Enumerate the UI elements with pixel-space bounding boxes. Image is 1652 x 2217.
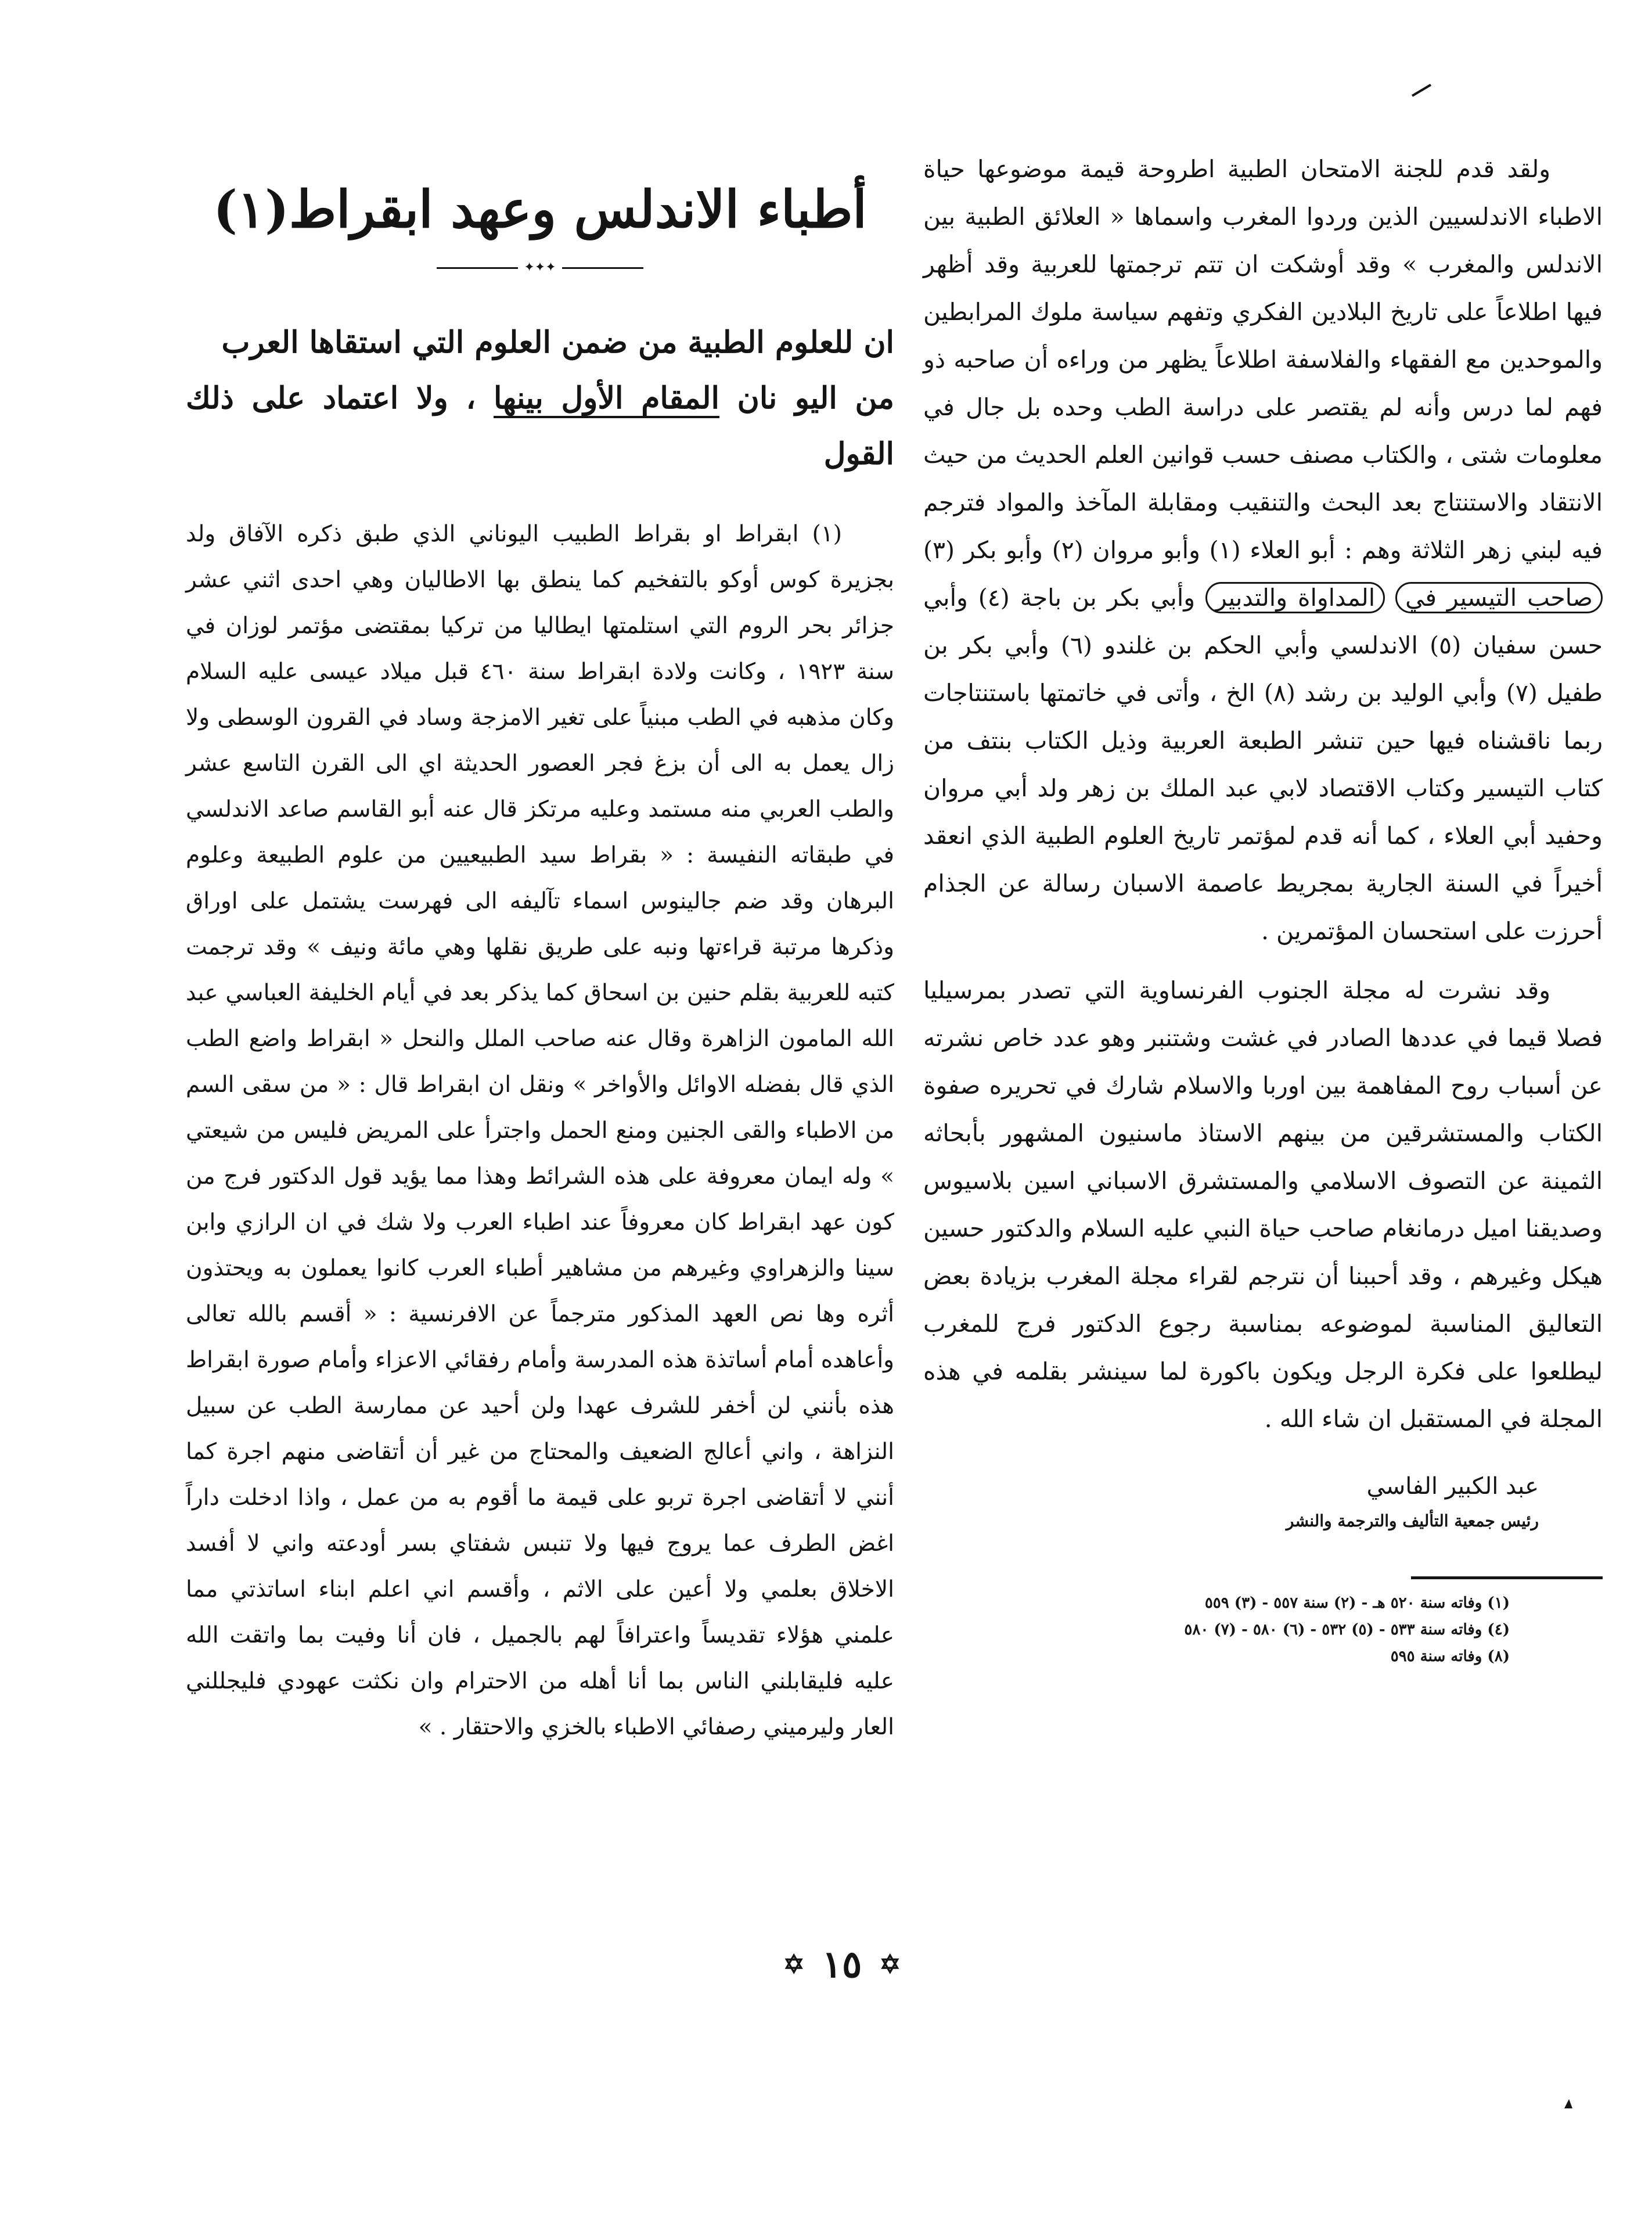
ornament-line-left	[437, 267, 518, 269]
footnote-rule	[1411, 1576, 1603, 1579]
boxed-phrase-1: صاحب التيسير في	[1395, 582, 1603, 613]
star-icon: ✡	[879, 1950, 901, 1979]
signature-role: رئيس جمعية التأليف والترجمة والنشر	[1286, 1511, 1539, 1530]
footnote-line-1: (١) وفاته سنة ٥٢٠ هـ - (٢) سنة ٥٥٧ - (٣) ٥٥٩	[1204, 1594, 1510, 1612]
article-lead	[186, 315, 894, 482]
title-ornament	[186, 261, 894, 274]
corner-mark-icon	[1562, 2097, 1576, 2111]
page-number-value: ١٥	[822, 1943, 862, 1986]
intro-column	[923, 145, 1603, 1670]
intro-paragraph-1-part-a: ولقد قدم للجنة الامتحان الطبية اطروحة قيمة موضوعها حياة الاطباء الاندلسيين الذين وردوا المغرب واسماها « العلائق الطبية بين الاندلس والمغرب » وقد أوشكت ان تتم ترجمتها للعربية وقد أظهر فيها اطلاعاً على تاريخ البلادين الفكري وتفهم سياسة ملوك المرابطين والموحدين مع الفقهاء والفلاسفة اطلاعاً يظهر من وراءه أن صاحبه ذو فهم لما درس وأنه لم يقتصر على دراسة الطب وحده بل جال في معلومات شتى ، والكتاب مصنف حسب قوانين العلم الحديث من حيث الانتقاد والاستنتاج بعد البحث والتنقيب ومقابلة المآخذ والمواد فترجم فيه لبني زهر الثلاثة وهم : أبو العلاء (١) وأبو مروان (٢) وأبو بكر (٣)	[923, 155, 1603, 564]
lead-line-2-start: من اليو نان	[719, 380, 894, 416]
intro-paragraph-1-mid	[1385, 584, 1395, 612]
lead-line-2	[186, 371, 894, 482]
signature-name: عبد الكبير الفاسي	[1366, 1473, 1539, 1500]
footnote-line-2: (٤) وفاته سنة ٥٣٣ - (٥) ٥٣٢ - (٦) ٥٨٠ - (٧) ٥٨٠	[1184, 1621, 1510, 1639]
page-number	[755, 1943, 929, 1986]
signature-block	[923, 1466, 1603, 1536]
boxed-phrase-2: المداواة والتدبير	[1205, 582, 1385, 613]
pen-mark-icon	[1411, 81, 1434, 99]
star-icon: ✡	[783, 1950, 805, 1979]
intro-paragraph-1-part-b: وأبي بكر بن باجة (٤) وأبي حسن سفيان (٥) الاندلسي وأبي الحكم بن غلندو (٦) وأبي بكر بن طفيل (٧) وأبي الوليد بن رشد (٨) الخ ، وأتى في خاتمتها باستنتاجات ربما ناقشناه فيها حين تنشر الطبعة العربية وذيل الكتاب بنتف من كتاب التيسير وكتاب الاقتصاد لابي عبد الملك بن زهر ولد أبي مروان وحفيد أبي العلاء ، كما أنه قدم لمؤتمر تاريخ العلوم الطبية الذي انعقد أخيراً في السنة الجارية بمجريط عاصمة الاسبان رسالة عن الجذام أحرزت على استحسان المؤتمرين .	[923, 584, 1603, 945]
ornament-line-right	[562, 267, 643, 269]
article-title: أطباء الاندلس وعهد ابقراط(١)	[213, 179, 867, 239]
ornament-center: ✦✦✦	[524, 260, 556, 275]
lead-line-2-end: ، ولا اعتماد على ذلك القول	[186, 380, 894, 472]
intro-paragraph-2: وقد نشرت له مجلة الجنوب الفرنساوية التي تصدر بمرسيليا فصلا قيما في عددها الصادر في غشت وشتنبر وهو عدد خاص نشرته عن أسباب روح المفاهمة بين اوربا والاسلام شارك في تحريره صفوة الكتاب والمستشرقين من بينهم الاستاذ ماسنيون المشهور بأبحاثه الثمينة عن التصوف الاسلامي والمستشرق الاسباني اسين بلاسيوس وصديقنا اميل درمانغام صاحب حياة النبي عليه السلام والدكتور حسين هيكل وغيرهم ، وقد أحببنا أن نترجم لقراء مجلة المغرب بزيادة بعض التعاليق المناسبة لموضوعه بمناسبة رجوع الدكتور فرج للمغرب ليطلعوا على فكرة الرجل ويكون باكورة لما سينشر بقلمه في هذه المجلة في المستقبل ان شاء الله .	[923, 976, 1603, 1433]
article-footnote-text: (١) ابقراط او بقراط الطبيب اليوناني الذي طبق ذكره الآفاق ولد بجزيرة كوس أوكو بالتفخيم كما ينطق بها الاطاليان وهي احدى اثني عشر جزائر بحر الروم التي استلمتها ايطاليا من تركيا بمقتضى مؤتمر لوزان في سنة ١٩٢٣ ، وكانت ولادة ابقراط سنة ٤٦٠ قبل ميلاد عيسى عليه السلام وكان مذهبه في الطب مبنياً على تغير الامزجة وساد في القرون الوسطى ولا زال يعمل به الى أن بزغ فجر العصور الحديثة اي الى القرن التاسع عشر والطب العربي منه مستمد وعليه مرتكز قال عنه أبو القاسم صاعد الاندلسي في طبقاته النفيسة : « بقراط سيد الطبيعيين من علوم الطبيعة وعلوم البرهان وقد ضم جالينوس اسماء تآليفه الى فهرست يشتمل على اوراق وذكرها مرتبة قراءتها ونبه على طريق نقلها وهي مائة ونيف » وقد ترجمت كتبه للعربية بقلم حنين بن اسحاق كما يذكر بعد في أيام الخليفة العباسي عبد الله المامون الزاهرة وقال عنه صاحب الملل والنحل « ابقراط واضع الطب الذي قال بفضله الاوائل والأواخر » ونقل ان ابقراط قال : « من سقى السم من الاطباء والقى الجنين ومنع الحمل واجترأ على المريض فليس من شيعتي » وله ايمان معروفة على هذه الشرائط وهذا مما يؤيد قول الدكتور فرج من كون عهد ابقراط كان معروفاً عند اطباء العرب ولا شك في ان الرازي وابن سينا والزهراوي وغيرهم من مشاهير أطباء العرب كانوا يعملون به ويحتذون أثره وها نص العهد المذكور مترجماً عن الافرنسية : « أقسم بالله تعالى وأعاهده أمام أساتذة هذه المدرسة وأمام رفقائي الاعزاء وأمام صورة ابقراط هذه بأنني لن أخفر للشرف عهدا ولن أحيد عن ممارسة الطب عن سبيل النزاهة ، واني أعالج الضعيف والمحتاج من غير أن أتقاضى منهم اجرة كما أنني لا أتقاضى اجرة تربو على قيمة ما أقوم به من عمل ، واذا ادخلت داراً اغض الطرف عما يروج فيها ولا تنبس شفتاي بسر أودعته واني لا أفسد الاخلاق بعلمي ولا أعين على الاثم ، وأقسم اني اعلم ابناء اساتذتي مما علمني هؤلاء تقديساً واعترافاً لهم بالجميل ، فان أنا وفيت بما واتقت الله عليه فليقابلني الناس بما أنا أهله من الاحترام وان نكثت عهودي فليجللني العار وليرميني رصفائي الاطباء بالخزي والاحتقار . »	[186, 521, 894, 1740]
intro-paragraph-1	[923, 145, 1603, 955]
footnote-line-3: (٨) وفاته سنة ٥٩٥	[1390, 1648, 1510, 1665]
lead-line-1: ان للعلوم الطبية من ضمن العلوم التي استقاها العرب	[221, 325, 894, 360]
lead-underlined-phrase: المقام الأول بينها	[494, 380, 719, 418]
article-column	[186, 174, 894, 1750]
